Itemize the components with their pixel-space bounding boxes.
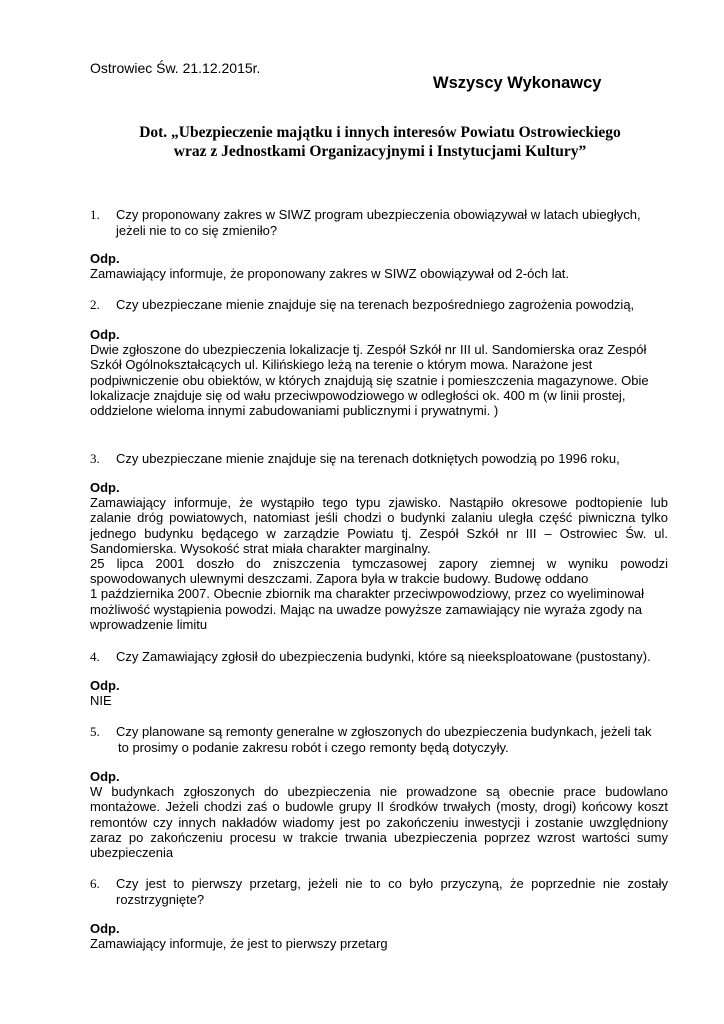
answer-line: Zamawiający informuje, że proponowany zakres w SIWZ obowiązywał od 2-óch lat. [90, 266, 570, 282]
question-number: 5. [90, 724, 100, 739]
answer-line: Dwie zgłoszone do ubezpieczenia lokalizacje tj. Zespół Szkół nr III ul. Sandomierska oraz Zespół [90, 342, 647, 358]
answer-line: zaraz po zakończeniu procesu w trakcie trwania ubezpieczenia poprzez wzrost wartości sumy [90, 829, 668, 845]
answer-label: Odp. [90, 678, 120, 693]
answer-line: W budynkach zgłoszonych do ubezpieczenia nie prowadzone są obecnie prace budowlano [90, 784, 668, 800]
question-line: Czy ubezpieczane mienie znajduje się na terenach dotkniętych powodzią po 1996 roku, [116, 451, 620, 466]
date-line: Ostrowiec Św. 21.12.2015r. [90, 60, 261, 76]
answer-2 [90, 327, 668, 418]
answer-line: Szkół Ogólnokształcących ul. Kilińskiego leżą na terenie o którym mowa. Narażone jest [90, 357, 593, 373]
answer-line: Zamawiający informuje, że jest to pierwszy przetarg [90, 936, 388, 952]
answer-line: montażowe. Jeżeli chodzi zaś o budowle grupy II środków trwałych (mosty, drogi) końcowy koszt [90, 799, 668, 815]
answer-line: spowodowanych ulewnymi deszczami. Zapora była w trakcie budowy. Budowę oddano [90, 571, 589, 587]
subject-line-2: wraz z Jednostkami Organizacyjnymi i Instytucjami Kultury” [173, 143, 587, 160]
answer-line: 25 lipca 2001 doszło do zniszczenia tymczasowej zapory ziemnej w wyniku powodzi [90, 556, 668, 572]
answer-4 [90, 678, 668, 708]
answer-label: Odp. [90, 921, 120, 936]
question-3 [90, 451, 668, 467]
recipient-heading: Wszyscy Wykonawcy [433, 74, 602, 92]
question-2 [90, 297, 668, 313]
question-6 [90, 876, 668, 908]
answer-1 [90, 251, 668, 281]
question-5 [90, 724, 668, 756]
question-line: Czy jest to pierwszy przetarg, jeżeli nie to co było przyczyną, że poprzednie nie zostały [116, 876, 668, 891]
answer-line: ubezpieczenia [90, 845, 174, 861]
answer-line: Zamawiający informuje, że wystąpiło tego typu zjawisko. Nastąpiło okresowe podtopienie lub [90, 495, 668, 511]
question-line: jeżeli nie to co się zmieniło? [116, 223, 278, 238]
question-number: 1. [90, 207, 100, 222]
answer-line: zalanie dróg powiatowych, natomiast jeśli chodzi o budynki zalaniu uległa część piwniczna tylko [90, 510, 668, 526]
answer-line: wprowadzenie limitu [90, 616, 208, 632]
answer-line: możliwość wystąpienia powodzi. Mając na uwadze powyższe zamawiający nie wyraża zgody na [90, 601, 643, 617]
question-line: Czy ubezpieczane mienie znajduje się na terenach bezpośredniego zagrożenia powodzią, [116, 297, 635, 312]
answer-line: 1 października 2007. Obecnie zbiornik ma charakter przeciwpowodziowy, przez co wyeliminował [90, 586, 644, 602]
question-line: rozstrzygnięte? [116, 892, 205, 907]
answer-line: oddzielone wieloma innymi zabudowaniami publicznymi i prywatnymi. ) [90, 403, 499, 419]
subject-line-1: Dot. „Ubezpieczenie majątku i innych interesów Powiatu Ostrowieckiego [139, 124, 621, 141]
answer-label: Odp. [90, 480, 120, 495]
answer-label: Odp. [90, 327, 120, 342]
question-line: Czy Zamawiający zgłosił do ubezpieczenia budynki, które są nieeksploatowane (pustostany). [116, 649, 651, 664]
answer-6 [90, 921, 668, 951]
answer-line: lokalizacje znajduje się od wału przeciwpowodziowego w odległości ok. 400 m (w linii prostej, [90, 387, 626, 403]
answer-label: Odp. [90, 251, 120, 266]
subject-heading [90, 123, 670, 161]
question-line: to prosimy o podanie zakresu robót i czego remonty będą dotyczyły. [118, 740, 509, 755]
answer-3 [90, 480, 668, 632]
answer-line: podpiwniczenie obu obiektów, w których znajdują się szatnie i pomieszczenia magazynowe. Obie [90, 372, 649, 388]
question-line: Czy proponowany zakres w SIWZ program ubezpieczenia obowiązywał w latach ubiegłych, [116, 207, 641, 222]
question-1 [90, 207, 668, 239]
question-4 [90, 649, 668, 665]
answer-line: jednego budynku będącego w zarządzie Powiatu tj. Zespół Szkół nr III – Ostrowiec Św. ul. [90, 525, 668, 541]
question-number: 2. [90, 297, 100, 312]
question-number: 6. [90, 876, 100, 891]
question-number: 3. [90, 451, 100, 466]
answer-line: Sandomierska. Wysokość strat miała charakter marginalny. [90, 540, 431, 556]
answer-line: remontów czy innych nakładów wiadomy jest po zakończeniu inwestycji i zostanie uwzględniony [90, 814, 668, 830]
question-line: Czy planowane są remonty generalne w zgłoszonych do ubezpieczenia budynkach, jeżeli tak [116, 724, 652, 739]
answer-line: NIE [90, 693, 112, 709]
answer-label: Odp. [90, 769, 120, 784]
question-number: 4. [90, 649, 100, 664]
answer-5 [90, 769, 668, 860]
